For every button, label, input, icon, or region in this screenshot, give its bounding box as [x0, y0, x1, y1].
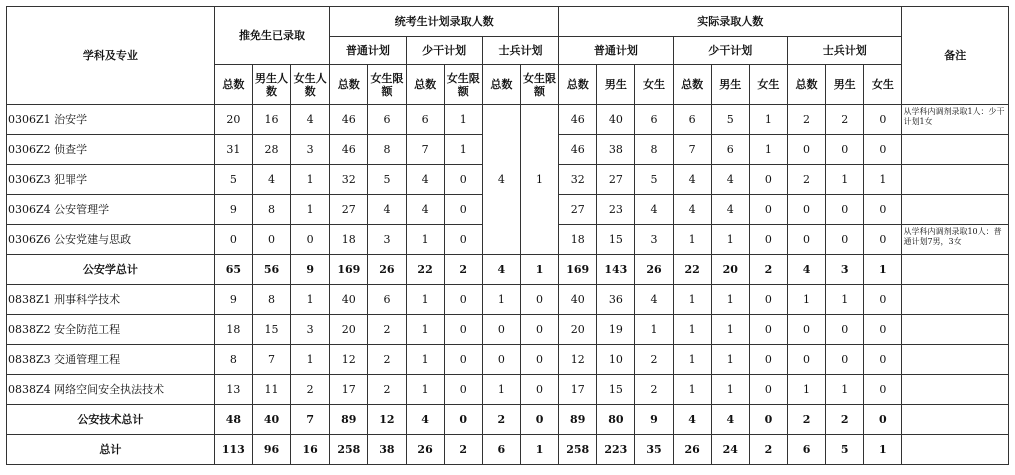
col-header: 女生限额: [444, 65, 482, 105]
cell-value: 9: [291, 255, 330, 285]
cell-value: 27: [330, 195, 368, 225]
col-header: 总数: [406, 65, 444, 105]
cell-value: 27: [597, 165, 635, 195]
cell-value: 20: [559, 315, 597, 345]
cell-value: 1: [826, 285, 864, 315]
row-name: 公安技术总计: [7, 405, 215, 435]
cell-value: 2: [749, 435, 787, 465]
cell-value: 9: [214, 195, 252, 225]
cell-value: 1: [749, 105, 787, 135]
cell-value: 4: [711, 165, 749, 195]
cell-value: 223: [597, 435, 635, 465]
cell-value: 6: [368, 285, 406, 315]
cell-value: 4: [635, 195, 673, 225]
cell-value: 3: [291, 315, 330, 345]
cell-value: 1: [520, 255, 558, 285]
cell-value: 258: [330, 435, 368, 465]
cell-value: 26: [673, 435, 711, 465]
cell-value: 16: [252, 105, 290, 135]
cell-value: 2: [826, 105, 864, 135]
cell-value: 15: [252, 315, 290, 345]
cell-value: 22: [406, 255, 444, 285]
cell-value: 31: [214, 135, 252, 165]
cell-value: 4: [406, 195, 444, 225]
cell-value: 143: [597, 255, 635, 285]
col-header: 总数: [482, 65, 520, 105]
cell-value: 0: [826, 135, 864, 165]
cell-value: 4: [673, 405, 711, 435]
cell-value: 4: [635, 285, 673, 315]
cell-value: 1: [673, 285, 711, 315]
cell-value: 1: [291, 165, 330, 195]
cell-value: 0: [214, 225, 252, 255]
cell-value: 2: [787, 165, 825, 195]
cell-value: 4: [406, 165, 444, 195]
cell-value: 2: [635, 345, 673, 375]
note-header: 备注: [902, 7, 1009, 105]
cell-value: 1: [291, 195, 330, 225]
cell-value: 1: [711, 375, 749, 405]
table-row: [7, 315, 1009, 345]
cell-value: 36: [597, 285, 635, 315]
actual-general-header: 普通计划: [559, 37, 673, 65]
actual-header: 实际录取人数: [559, 7, 902, 37]
table-body: [7, 105, 1009, 465]
row-note: [902, 255, 1009, 285]
cell-value: 46: [559, 135, 597, 165]
cell-value: 0: [291, 225, 330, 255]
row-name: 0306Z2 侦查学: [7, 135, 215, 165]
cell-value: 0: [749, 225, 787, 255]
cell-value: 18: [559, 225, 597, 255]
cell-value: 5: [711, 105, 749, 135]
cell-value: 0: [520, 375, 558, 405]
cell-value: 0: [444, 195, 482, 225]
cell-value: 8: [214, 345, 252, 375]
cell-value: 1: [482, 285, 520, 315]
cell-value: 2: [787, 105, 825, 135]
row-name: 0306Z6 公安党建与思政: [7, 225, 215, 255]
row-note: [902, 315, 1009, 345]
cell-value: 0: [444, 405, 482, 435]
cell-value: 0: [864, 195, 902, 225]
cell-value: 0: [520, 345, 558, 375]
cell-value: 6: [787, 435, 825, 465]
row-note: [902, 135, 1009, 165]
cell-value: 6: [406, 105, 444, 135]
col-header: 女生限额: [368, 65, 406, 105]
cell-value: 0: [826, 345, 864, 375]
cell-value: 2: [826, 405, 864, 435]
cell-value: 40: [597, 105, 635, 135]
col-header: 女生限额: [520, 65, 558, 105]
cell-value: 12: [559, 345, 597, 375]
cell-value: 38: [597, 135, 635, 165]
col-header: 男生: [826, 65, 864, 105]
col-header: 男生: [711, 65, 749, 105]
cell-value: 4: [787, 255, 825, 285]
cell-value: 0: [749, 285, 787, 315]
planned-general-header: 普通计划: [330, 37, 406, 65]
cell-value: 1: [406, 225, 444, 255]
col-header: 女生人数: [291, 65, 330, 105]
subject-header: 学科及专业: [7, 7, 215, 105]
cell-value: 113: [214, 435, 252, 465]
row-name: 0306Z4 公安管理学: [7, 195, 215, 225]
cell-value: 1: [444, 105, 482, 135]
cell-value: 89: [559, 405, 597, 435]
cell-value: 1: [826, 375, 864, 405]
cell-value: 0: [787, 135, 825, 165]
row-name: 0838Z3 交通管理工程: [7, 345, 215, 375]
cell-value: 0: [482, 345, 520, 375]
cell-value: 2: [291, 375, 330, 405]
row-name: 0838Z2 安全防范工程: [7, 315, 215, 345]
cell-value: 3: [635, 225, 673, 255]
cell-value: 2: [482, 405, 520, 435]
table-row: [7, 285, 1009, 315]
admission-table: [6, 6, 1009, 465]
cell-value: 26: [368, 255, 406, 285]
cell-value: 0: [787, 315, 825, 345]
cell-value: 7: [252, 345, 290, 375]
cell-value: 4: [368, 195, 406, 225]
cell-value: 0: [520, 405, 558, 435]
cell-value: 258: [559, 435, 597, 465]
cell-value: 0: [864, 375, 902, 405]
cell-value: 23: [597, 195, 635, 225]
cell-value: 80: [597, 405, 635, 435]
cell-value: 0: [444, 375, 482, 405]
soldier-total-merged: 4: [482, 105, 520, 255]
col-header: 总数: [559, 65, 597, 105]
cell-value: 0: [787, 225, 825, 255]
cell-value: 28: [252, 135, 290, 165]
cell-value: 15: [597, 375, 635, 405]
cell-value: 4: [711, 405, 749, 435]
cell-value: 1: [826, 165, 864, 195]
col-header: 总数: [330, 65, 368, 105]
cell-value: 1: [406, 345, 444, 375]
cell-value: 0: [826, 195, 864, 225]
cell-value: 0: [864, 135, 902, 165]
cell-value: 35: [635, 435, 673, 465]
cell-value: 2: [635, 375, 673, 405]
total-row: [7, 435, 1009, 465]
cell-value: 40: [330, 285, 368, 315]
cell-value: 1: [406, 375, 444, 405]
planned-soldier-header: 士兵计划: [482, 37, 558, 65]
cell-value: 5: [368, 165, 406, 195]
cell-value: 0: [444, 285, 482, 315]
cell-value: 1: [711, 315, 749, 345]
cell-value: 0: [520, 315, 558, 345]
col-header: 女生: [749, 65, 787, 105]
cell-value: 1: [864, 255, 902, 285]
col-header: 女生: [864, 65, 902, 105]
cell-value: 0: [749, 345, 787, 375]
cell-value: 5: [826, 435, 864, 465]
cell-value: 0: [444, 225, 482, 255]
cell-value: 1: [406, 315, 444, 345]
cell-value: 1: [787, 285, 825, 315]
cell-value: 26: [406, 435, 444, 465]
cell-value: 11: [252, 375, 290, 405]
cell-value: 1: [711, 225, 749, 255]
cell-value: 1: [673, 375, 711, 405]
cell-value: 0: [749, 315, 787, 345]
cell-value: 96: [252, 435, 290, 465]
cell-value: 6: [482, 435, 520, 465]
cell-value: 4: [711, 195, 749, 225]
cell-value: 26: [635, 255, 673, 285]
cell-value: 1: [482, 375, 520, 405]
cell-value: 1: [520, 435, 558, 465]
cell-value: 2: [368, 375, 406, 405]
planned-shaogan-header: 少干计划: [406, 37, 482, 65]
cell-value: 1: [673, 225, 711, 255]
row-name: 总计: [7, 435, 215, 465]
cell-value: 1: [673, 345, 711, 375]
cell-value: 2: [749, 255, 787, 285]
cell-value: 2: [444, 255, 482, 285]
cell-value: 1: [406, 285, 444, 315]
cell-value: 0: [826, 225, 864, 255]
cell-value: 13: [214, 375, 252, 405]
row-name: 0306Z3 犯罪学: [7, 165, 215, 195]
row-name: 0306Z1 治安学: [7, 105, 215, 135]
cell-value: 0: [826, 315, 864, 345]
cell-value: 2: [368, 315, 406, 345]
cell-value: 1: [444, 135, 482, 165]
row-note: 从学科内调剂录取1人：少干计划1女: [902, 105, 1009, 135]
cell-value: 40: [252, 405, 290, 435]
row-note: [902, 285, 1009, 315]
cell-value: 0: [864, 105, 902, 135]
cell-value: 46: [330, 135, 368, 165]
cell-value: 1: [711, 345, 749, 375]
cell-value: 1: [635, 315, 673, 345]
row-note: 从学科内调剂录取10人：普通计划7男，3女: [902, 225, 1009, 255]
cell-value: 0: [252, 225, 290, 255]
cell-value: 0: [787, 345, 825, 375]
cell-value: 20: [330, 315, 368, 345]
cell-value: 48: [214, 405, 252, 435]
cell-value: 169: [330, 255, 368, 285]
cell-value: 3: [368, 225, 406, 255]
total-row: [7, 405, 1009, 435]
col-header: 总数: [787, 65, 825, 105]
cell-value: 89: [330, 405, 368, 435]
table-row: [7, 375, 1009, 405]
actual-soldier-header: 士兵计划: [787, 37, 901, 65]
table-row: [7, 105, 1009, 135]
cell-value: 12: [368, 405, 406, 435]
cell-value: 1: [711, 285, 749, 315]
cell-value: 0: [520, 285, 558, 315]
cell-value: 2: [368, 345, 406, 375]
cell-value: 0: [444, 315, 482, 345]
cell-value: 16: [291, 435, 330, 465]
cell-value: 0: [864, 285, 902, 315]
col-header: 男生: [597, 65, 635, 105]
cell-value: 0: [864, 345, 902, 375]
cell-value: 0: [749, 165, 787, 195]
cell-value: 1: [749, 135, 787, 165]
cell-value: 4: [406, 405, 444, 435]
row-note: [902, 165, 1009, 195]
cell-value: 4: [482, 255, 520, 285]
cell-value: 18: [330, 225, 368, 255]
cell-value: 46: [559, 105, 597, 135]
cell-value: 0: [749, 405, 787, 435]
row-note: [902, 375, 1009, 405]
recommended-header: 推免生已录取: [214, 7, 329, 65]
cell-value: 169: [559, 255, 597, 285]
cell-value: 46: [330, 105, 368, 135]
actual-shaogan-header: 少干计划: [673, 37, 787, 65]
cell-value: 0: [444, 345, 482, 375]
row-name: 0838Z1 刑事科学技术: [7, 285, 215, 315]
col-header: 总数: [673, 65, 711, 105]
cell-value: 2: [444, 435, 482, 465]
cell-value: 1: [864, 165, 902, 195]
cell-value: 0: [444, 165, 482, 195]
cell-value: 0: [749, 195, 787, 225]
cell-value: 8: [368, 135, 406, 165]
cell-value: 0: [482, 315, 520, 345]
cell-value: 18: [214, 315, 252, 345]
cell-value: 1: [291, 345, 330, 375]
cell-value: 5: [635, 165, 673, 195]
cell-value: 32: [559, 165, 597, 195]
cell-value: 7: [291, 405, 330, 435]
cell-value: 4: [673, 165, 711, 195]
cell-value: 4: [291, 105, 330, 135]
row-name: 0838Z4 网络空间安全执法技术: [7, 375, 215, 405]
row-note: [902, 195, 1009, 225]
cell-value: 9: [635, 405, 673, 435]
total-row: [7, 255, 1009, 285]
col-header: 总数: [214, 65, 252, 105]
cell-value: 9: [214, 285, 252, 315]
row-name: 公安学总计: [7, 255, 215, 285]
cell-value: 19: [597, 315, 635, 345]
cell-value: 6: [711, 135, 749, 165]
cell-value: 1: [291, 285, 330, 315]
cell-value: 0: [864, 405, 902, 435]
cell-value: 7: [673, 135, 711, 165]
cell-value: 0: [787, 195, 825, 225]
col-header: 女生: [635, 65, 673, 105]
cell-value: 24: [711, 435, 749, 465]
cell-value: 5: [214, 165, 252, 195]
cell-value: 10: [597, 345, 635, 375]
cell-value: 32: [330, 165, 368, 195]
row-note: [902, 435, 1009, 465]
cell-value: 6: [368, 105, 406, 135]
cell-value: 17: [330, 375, 368, 405]
cell-value: 2: [787, 405, 825, 435]
cell-value: 15: [597, 225, 635, 255]
cell-value: 17: [559, 375, 597, 405]
cell-value: 1: [864, 435, 902, 465]
cell-value: 1: [673, 315, 711, 345]
cell-value: 8: [252, 285, 290, 315]
cell-value: 3: [826, 255, 864, 285]
cell-value: 38: [368, 435, 406, 465]
col-header: 男生人数: [252, 65, 290, 105]
cell-value: 4: [673, 195, 711, 225]
cell-value: 0: [749, 375, 787, 405]
cell-value: 1: [787, 375, 825, 405]
cell-value: 6: [635, 105, 673, 135]
cell-value: 40: [559, 285, 597, 315]
row-note: [902, 345, 1009, 375]
cell-value: 65: [214, 255, 252, 285]
cell-value: 7: [406, 135, 444, 165]
cell-value: 56: [252, 255, 290, 285]
cell-value: 6: [673, 105, 711, 135]
cell-value: 27: [559, 195, 597, 225]
row-note: [902, 405, 1009, 435]
table-row: [7, 345, 1009, 375]
cell-value: 4: [252, 165, 290, 195]
cell-value: 20: [214, 105, 252, 135]
cell-value: 20: [711, 255, 749, 285]
cell-value: 22: [673, 255, 711, 285]
cell-value: 8: [252, 195, 290, 225]
soldier-female-merged: 1: [520, 105, 558, 255]
cell-value: 8: [635, 135, 673, 165]
cell-value: 3: [291, 135, 330, 165]
planned-header: 统考生计划录取人数: [330, 7, 559, 37]
cell-value: 0: [864, 315, 902, 345]
cell-value: 0: [864, 225, 902, 255]
cell-value: 12: [330, 345, 368, 375]
